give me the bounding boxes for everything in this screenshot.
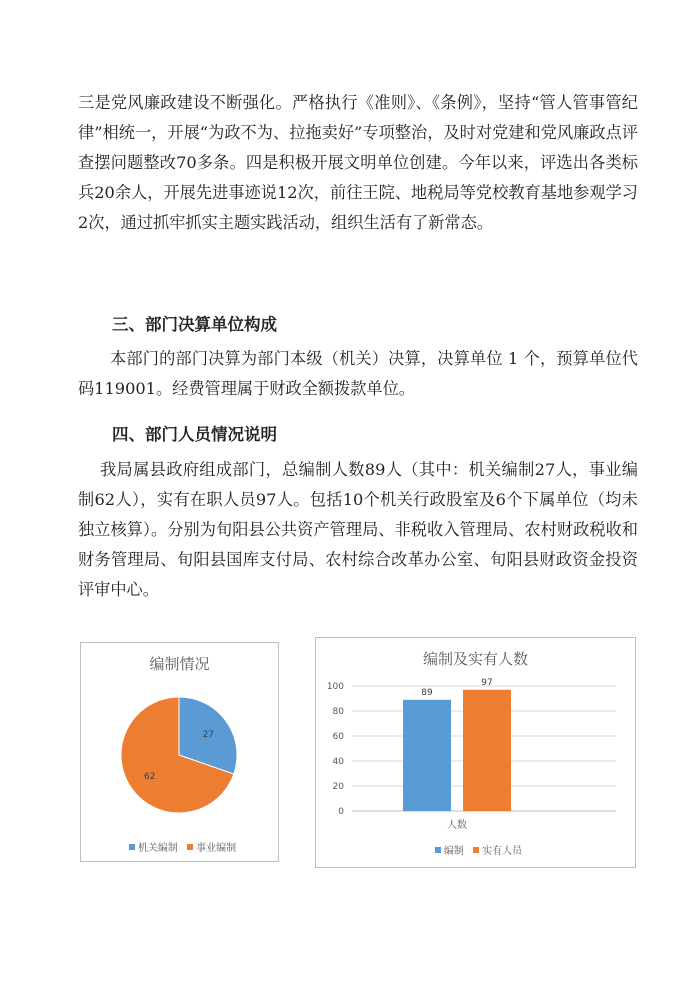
pie-legend (81, 839, 278, 854)
legend-swatch-orange (187, 844, 193, 850)
pie-chart-staffing (80, 642, 279, 862)
legend-swatch-blue (129, 844, 135, 850)
bar-category-label: 人数 (447, 820, 467, 831)
bar-data-label-quota: 89 (421, 687, 433, 698)
legend-swatch-orange (473, 847, 479, 853)
pie-legend-institution: 事业编制 (196, 843, 237, 854)
bar-legend-actual: 实有人员 (482, 846, 523, 857)
bar-chart-title: 编制及实有人数 (422, 650, 528, 668)
section-heading-personnel: 四、部门人员情况说明 (112, 425, 277, 444)
bar-legend (316, 842, 635, 857)
pie-legend-agency: 机关编制 (137, 843, 178, 854)
legend-swatch-blue (435, 847, 441, 853)
paragraph-personnel: 我局属县政府组成部门，总编制人数89人（其中：机关编制27人，事业编制62人），实有在职人员97人。包括10个机关行政股室及6个下属单位（均未独立核算）。分别为旬阳县公共资产管理局、非税收入管理局、农村财政税收和财务管理局、旬阳县国库支付局、农村综合改革办公室、旬阳县财政资金投资评审中心。 (78, 460, 638, 599)
bar-staffing-quota (403, 700, 451, 811)
pie-data-label-agency: 27 (202, 730, 215, 741)
bar-data-label-actual: 97 (481, 677, 493, 688)
bar-y-ticks (327, 682, 344, 817)
paragraph-party-conduct: 三是党风廉政建设不断强化。严格执行《准则》、《条例》，坚持“管人管事管纪律”相统一，开展“为政不为、拉拖卖好”专项整治，及时对党建和党风廉政点评查摆问题整改70多条。四是积极开展文明单位创建。今年以来，评选出各类标兵20余人，开展先进事迹说12次，前往王院、地税局等党校教育基地参观学习2次，通过抓牢抓实主题实践活动，组织生活有了新常态。 (78, 93, 638, 232)
y-tick-label: 60 (332, 732, 344, 742)
pie-data-label-institution: 62 (143, 771, 156, 782)
pie-chart-svg (81, 643, 278, 861)
y-tick-label: 40 (332, 757, 344, 767)
y-tick-label: 0 (338, 807, 344, 817)
y-tick-label: 100 (326, 682, 344, 692)
y-tick-label: 80 (332, 707, 344, 717)
bar-legend-quota: 编制 (443, 846, 464, 857)
bar-chart-staffing (315, 637, 636, 868)
pie-chart-title: 编制情况 (149, 655, 210, 673)
bar-actual-staff (463, 690, 511, 811)
paragraph-units: 本部门的部门决算为部门本级（机关）决算，决算单位 1 个，预算单位代码119001。经费管理属于财政全额拨款单位。 (78, 349, 638, 398)
y-tick-label: 20 (332, 782, 344, 792)
bar-chart-svg (316, 638, 635, 867)
section-heading-units: 三、部门决算单位构成 (112, 315, 277, 334)
